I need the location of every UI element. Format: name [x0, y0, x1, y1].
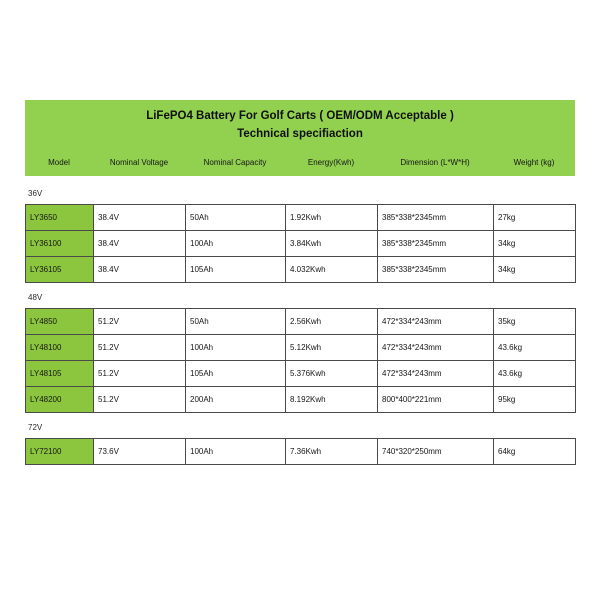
section-label-72v: 72V — [28, 423, 43, 432]
cell-dimension: 472*334*243mm — [378, 361, 494, 387]
cell-energy: 8.192Kwh — [286, 387, 378, 413]
sheet-header — [25, 100, 575, 176]
column-header-weight: Weight (kg) — [513, 158, 555, 167]
cell-weight: 64kg — [494, 439, 576, 465]
cell-dimension: 472*334*243mm — [378, 335, 494, 361]
table-row — [26, 231, 576, 257]
cell-energy: 2.56Kwh — [286, 309, 378, 335]
cell-energy: 3.84Kwh — [286, 231, 378, 257]
sections-container — [25, 189, 575, 465]
column-header-capacity: Nominal Capacity — [203, 158, 267, 167]
cell-weight: 35kg — [494, 309, 576, 335]
cell-weight: 27kg — [494, 205, 576, 231]
column-header-dimension: Dimension (L*W*H) — [400, 158, 470, 167]
cell-capacity: 200Ah — [186, 387, 286, 413]
cell-capacity: 100Ah — [186, 231, 286, 257]
spec-table-48v — [25, 308, 576, 413]
cell-voltage: 51.2V — [94, 335, 186, 361]
column-header-row — [25, 143, 575, 176]
cell-weight: 34kg — [494, 231, 576, 257]
table-row — [26, 361, 576, 387]
cell-voltage: 38.4V — [94, 257, 186, 283]
cell-model: LY36100 — [26, 231, 94, 257]
sheet-title-line2: Technical specifiaction — [237, 128, 363, 140]
cell-energy: 5.12Kwh — [286, 335, 378, 361]
cell-capacity: 50Ah — [186, 309, 286, 335]
cell-energy: 7.36Kwh — [286, 439, 378, 465]
cell-voltage: 51.2V — [94, 361, 186, 387]
column-header-energy: Energy(Kwh) — [307, 158, 355, 167]
cell-dimension: 385*338*2345mm — [378, 257, 494, 283]
section-label-48v: 48V — [28, 293, 43, 302]
table-row — [26, 439, 576, 465]
cell-energy: 5.376Kwh — [286, 361, 378, 387]
cell-dimension: 800*400*221mm — [378, 387, 494, 413]
cell-capacity: 50Ah — [186, 205, 286, 231]
cell-model: LY48100 — [26, 335, 94, 361]
cell-weight: 43.6kg — [494, 335, 576, 361]
sheet-title-line1: LiFePO4 Battery For Golf Carts ( OEM/ODM Acceptable ) — [146, 110, 454, 122]
table-row — [26, 335, 576, 361]
cell-voltage: 38.4V — [94, 231, 186, 257]
cell-dimension: 740*320*250mm — [378, 439, 494, 465]
section-label-36v: 36V — [28, 189, 43, 198]
cell-capacity: 105Ah — [186, 257, 286, 283]
cell-dimension: 385*338*2345mm — [378, 205, 494, 231]
cell-energy: 1.92Kwh — [286, 205, 378, 231]
cell-model: LY4850 — [26, 309, 94, 335]
table-row — [26, 257, 576, 283]
spec-sheet — [25, 100, 575, 465]
cell-capacity: 100Ah — [186, 439, 286, 465]
spec-table-36v — [25, 204, 576, 283]
cell-model: LY36105 — [26, 257, 94, 283]
column-header-model: Model — [48, 158, 70, 167]
cell-weight: 95kg — [494, 387, 576, 413]
cell-weight: 34kg — [494, 257, 576, 283]
cell-capacity: 100Ah — [186, 335, 286, 361]
cell-model: LY48105 — [26, 361, 94, 387]
cell-voltage: 73.6V — [94, 439, 186, 465]
cell-weight: 43.6kg — [494, 361, 576, 387]
cell-model: LY72100 — [26, 439, 94, 465]
cell-model: LY48200 — [26, 387, 94, 413]
spec-table-72v — [25, 438, 576, 465]
cell-voltage: 38.4V — [94, 205, 186, 231]
cell-voltage: 51.2V — [94, 309, 186, 335]
cell-voltage: 51.2V — [94, 387, 186, 413]
table-row — [26, 309, 576, 335]
table-row — [26, 387, 576, 413]
column-header-voltage: Nominal Voltage — [109, 158, 169, 167]
table-row — [26, 205, 576, 231]
cell-energy: 4.032Kwh — [286, 257, 378, 283]
cell-dimension: 385*338*2345mm — [378, 231, 494, 257]
cell-capacity: 105Ah — [186, 361, 286, 387]
cell-model: LY3650 — [26, 205, 94, 231]
cell-dimension: 472*334*243mm — [378, 309, 494, 335]
